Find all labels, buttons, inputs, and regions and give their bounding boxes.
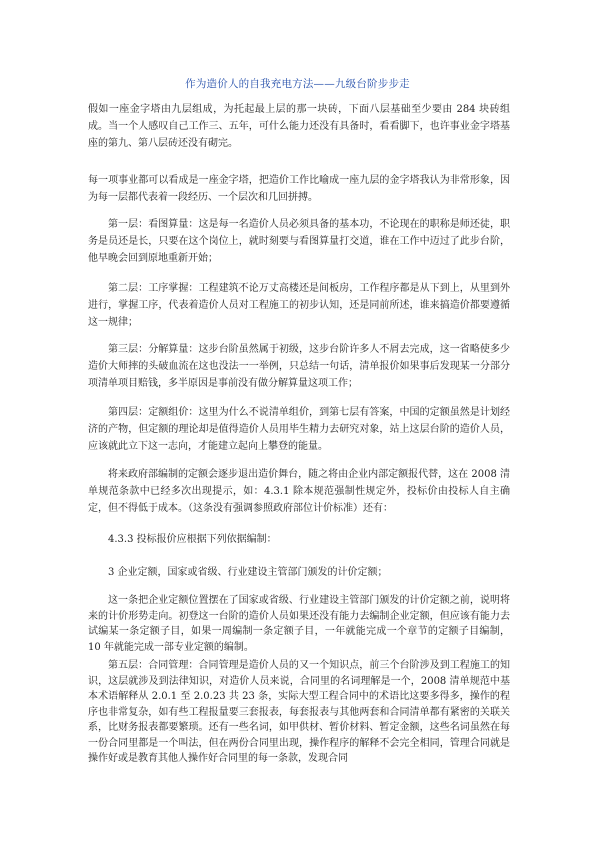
paragraph-5: 第三层：分解算量：这步台阶虽然属于初级，这步台阶许多人不屑去完成，这一省略使多少造价大师摔的头破血流在这也没法一一举例，只总结一句话，清单报价如果事后发现某一分部分项清单项目赔钱，多半原因是事前没有做分解算量这项工作； bbox=[88, 344, 510, 389]
paragraph-6: 第四层：定额组价：这里为什么不说清单组价，到第七层有答案，中国的定额虽然是计划经济的产物，但定额的理论却是值得造价人员用毕生精力去研究对象，站上这层台阶的造价人员，应该就此立下这一志向，才能建立起向上攀登的能量。 bbox=[88, 407, 510, 452]
paragraph-4: 第二层：工序掌握：工程建筑不论万丈高楼还是间板房，工作程序都是从下到上，从里到外进行，掌握工序，代表着造价人员对工程施工的初步认知，还是同前所述，谁来搞造价都要遵循这一规律； bbox=[88, 283, 510, 328]
paragraph-8: 4.3.3 投标报价应根据下列依据编制： bbox=[108, 534, 277, 545]
paragraph-11: 第五层：合同管理：合同管理是造价人员的又一个知识点，前三个台阶涉及到工程施工的知识，这层就涉及到法律知识，对造价人员来说，合同里的名词理解是一个，2008 清单规范中基本术语解释从 2.0.1 至 2.0.23 共 23 条，实际大型工程合同中的术语比这要多得多，操作的程序也非常复杂，如有些工程报量要三套报表，每套报表与其他两套和合同清单都有紧密的关联关系，比财务报表都要繁琐。还有一些名词，如甲供材、暂价材料、暂定金额，这些名词虽然在每一份合同里都是一个叫法，但在两份合同里出现，操作程序的解释不会完全相同，管理合同就是操作好或是教育其他人操作好合同里的每一条款，发现合同 bbox=[88, 660, 510, 764]
paragraph-9: 3 企业定额，国家或省级、行业建设主管部门颁发的计价定额； bbox=[108, 567, 388, 578]
paragraph-3: 第一层：看图算量：这是每一名造价人员必须具备的基本功，不论现在的职称是师还徒，职务是员还是长，只要在这个岗位上，就时刻要与看图算量打交道，谁在工作中迈过了此步台阶，他早晚会回到原地重新开始； bbox=[88, 219, 510, 264]
paragraph-10: 这一条把企业定额位置摆在了国家或省级、行业建设主管部门颁发的计价定额之前，说明将来的计价形势走向。初登这一台阶的造价人员如果还没有能力去编制企业定额，但应该有能力去试编某一条定额子目，如果一周编制一条定额子目，一年就能完成一个章节的定额子目编制，10 年就能完成一部专业定额的编制。 bbox=[88, 595, 510, 653]
document-title: 作为造价人的自我充电方法——九级台阶步步走 bbox=[185, 78, 410, 90]
paragraph-7: 将来政府部编制的定额会逐步退出造价舞台，随之将由企业内部定额报代替，这在 2008 清单规范条款中已经多次出现提示，如：4.3.1 除本规范强制性规定外，投标价由投标人自主确定，但不得低于成本。（这条没有强调参照政府部位计价标准）还有： bbox=[88, 469, 510, 514]
paragraph-2: 每一项事业都可以看成是一座金字塔，把造价工作比喻成一座九层的金字塔我认为非常形象，因为每一层都代表着一段经历、一个层次和几回拼搏。 bbox=[88, 175, 510, 203]
paragraph-1: 假如一座金字塔由九层组成，为托起最上层的那一块砖，下面八层基础至少要由 284 块砖组成。当一个人感叹自己工作三、五年，可什么能力还没有具备时，看看脚下，也许事业金字塔基座的第九、第八层砖还没有砌完。 bbox=[88, 104, 510, 149]
